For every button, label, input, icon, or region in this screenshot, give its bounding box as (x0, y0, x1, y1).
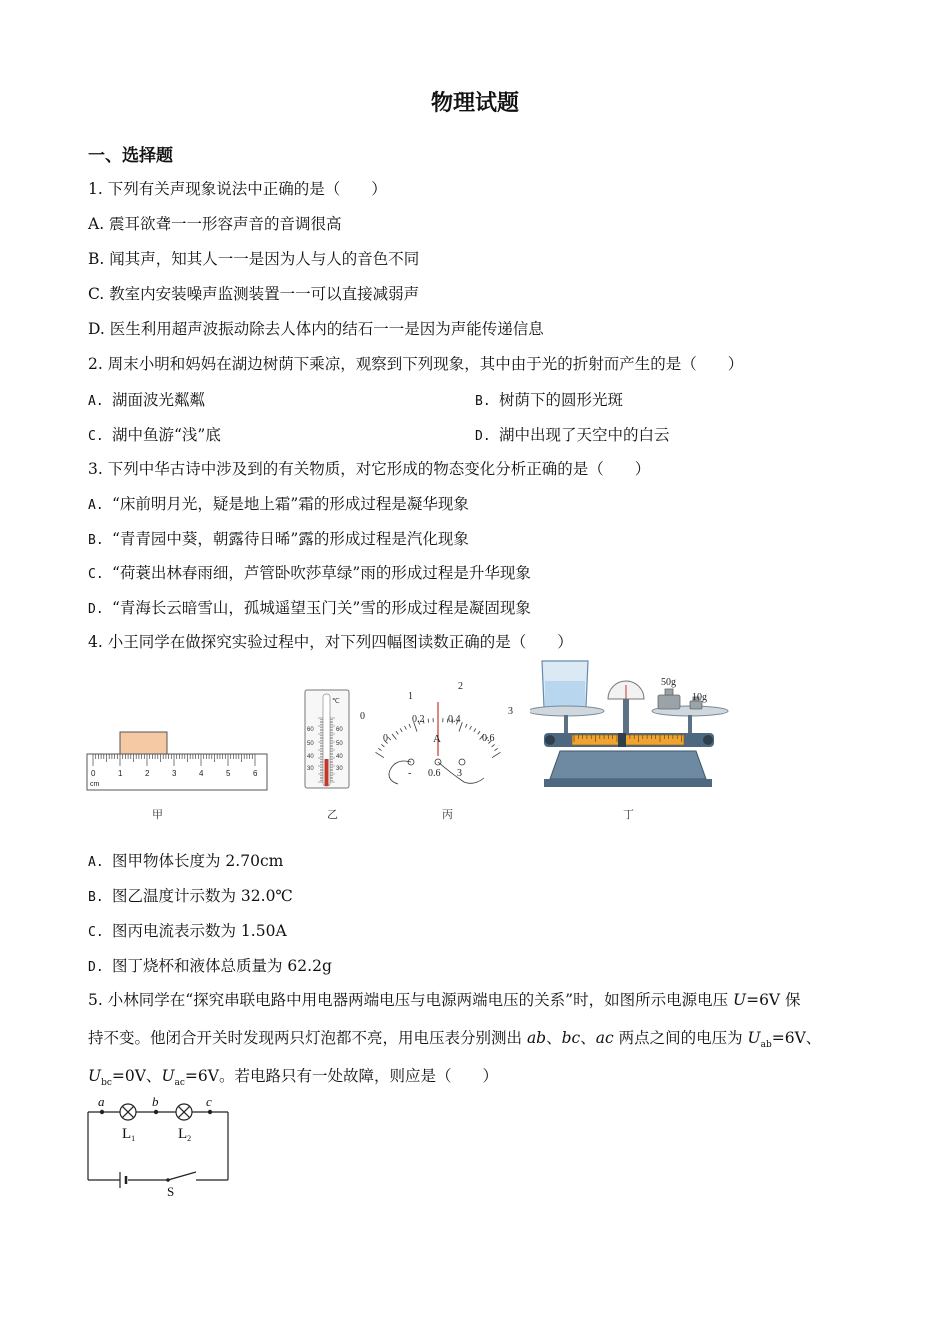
thermometer-label: 40 (307, 754, 314, 760)
q2-option-b: B. 树荫下的圆形光斑 (475, 391, 624, 409)
thermometer-liquid (325, 759, 329, 786)
ammeter-bottom-label: 0 (383, 733, 388, 744)
q3-option-d: D. “青海长云暗雪山，孤城遥望玉门关”雪的形成过程是凝固现象 (88, 599, 531, 617)
node-c (208, 1110, 212, 1114)
measured-block (120, 732, 167, 754)
q1-option-c: C. 教室内安装噪声监测装置一一可以直接减弱声 (88, 285, 420, 303)
node-label-c: c (206, 1094, 212, 1109)
ammeter-terminal (459, 759, 465, 765)
q5-line-2: 持不变。他闭合开关时发现两只灯泡都不亮，用电压表分别测出 ab、bc、ac 两点之间的电压为 $U_{ab}=6V$、 (88, 1029, 822, 1051)
ammeter-tick (392, 734, 396, 740)
q2-option-a: A. 湖面波光粼粼 (88, 391, 206, 409)
ammeter-tick (378, 748, 381, 750)
ammeter-terminal-label: 0.6 (428, 768, 441, 779)
circuit-diagram (80, 1092, 240, 1204)
ammeter-top-label: 3 (508, 706, 513, 717)
q2-option-c: C. 湖中鱼游“浅”底 (88, 426, 221, 444)
q4-option-b: B. 图乙温度计示数为 32.0℃ (88, 887, 293, 905)
switch-label: S (167, 1184, 175, 1199)
q4-option-a: A. 图甲物体长度为 2.70cm (88, 852, 284, 870)
ruler-label: 5 (226, 769, 231, 778)
ammeter-tick (492, 744, 495, 747)
ruler-label: 6 (253, 769, 258, 778)
right-post (688, 715, 692, 735)
ammeter-top-label: 1 (408, 691, 413, 702)
weight-label: 10g (692, 692, 707, 703)
node-label-b: b (152, 1094, 159, 1109)
ammeter-tick (381, 744, 384, 747)
ruler-label: 0 (91, 769, 96, 778)
weight-50g-knob (665, 689, 673, 695)
q4-stem: 4. 小王同学在做探究实验过程中，对下列四幅图读数正确的是（ ） (88, 633, 573, 651)
switch-lever (168, 1172, 196, 1180)
thermometer-label: 50 (336, 741, 343, 747)
q2-stem: 2. 周末小明和妈妈在湖边树荫下乘凉，观察到下列现象，其中由于光的折射而产生的是（ ） (88, 355, 744, 373)
thermometer-label: 30 (336, 766, 343, 772)
ammeter-tick (495, 748, 498, 750)
ruler-figure (86, 725, 270, 793)
ruler-label: 2 (145, 769, 150, 778)
ammeter-bottom-label: 0.4 (448, 714, 461, 725)
figure-caption: 丙 (442, 809, 453, 821)
q4-option-c: C. 图丙电流表示数为 1.50A (88, 922, 287, 940)
page-title: 物理试题 (430, 90, 519, 116)
section-heading: 一、选择题 (88, 146, 173, 166)
q3-option-b: B. “青青园中葵，朝露待日晞”露的形成过程是汽化现象 (88, 530, 469, 548)
switch-contact (166, 1178, 170, 1182)
ammeter-tick (428, 719, 429, 723)
ammeter-tick (492, 752, 501, 757)
ammeter-tick (409, 724, 411, 728)
rider (618, 733, 626, 747)
ammeter-tick (405, 726, 407, 730)
ruler-label: 3 (172, 769, 177, 778)
balance-base (550, 751, 706, 779)
lamp-label-l2: $L_2$ (178, 1126, 192, 1143)
q2-option-d: D. 湖中出现了天空中的白云 (475, 426, 670, 444)
q1-stem: 1. 下列有关声现象说法中正确的是（ ） (88, 180, 387, 198)
left-post (564, 715, 568, 735)
q4-option-d: D. 图丁烧杯和液体总质量为 62.2g (88, 957, 332, 975)
balance-figure (530, 655, 730, 795)
q5-line-1: 5. 小林同学在“探究串联电路中用电器两端电压与电源两端电压的关系”时，如图所示电源电压 U=6V 保 (88, 991, 801, 1009)
ammeter-tick (388, 737, 391, 740)
node-b (154, 1110, 158, 1114)
q1-option-b: B. 闻其声，知其人一一是因为人与人的音色不同 (88, 250, 420, 268)
ammeter-tick (465, 724, 467, 728)
lamp-label-l1: $L_1$ (122, 1126, 136, 1143)
q1-option-a: A. 震耳欲聋一一形容声音的音调很高 (88, 215, 342, 233)
ammeter-tick (400, 728, 402, 731)
thermometer-label: 50 (307, 741, 314, 747)
ammeter-bottom-label: 0.6 (482, 733, 495, 744)
node-label-a: a (98, 1094, 105, 1109)
ammeter-tick (376, 752, 385, 757)
ammeter-bottom-label: 0.2 (412, 714, 425, 725)
ammeter-terminal-label: 3 (457, 768, 462, 779)
node-a (100, 1110, 104, 1114)
figure-caption: 丁 (623, 809, 634, 821)
ammeter-tick (396, 731, 398, 734)
ammeter-tick (478, 731, 480, 734)
ruler-label: 4 (199, 769, 204, 778)
ammeter-top-label: 0 (360, 711, 365, 722)
q3-stem: 3. 下列中华古诗中涉及到的有关物质，对它形成的物态变化分析正确的是（ ） (88, 460, 651, 478)
figure-caption: 乙 (327, 809, 338, 821)
figure-caption: 甲 (152, 809, 163, 821)
q3-option-a: A. “床前明月光，疑是地上霜”霜的形成过程是凝华现象 (88, 495, 469, 513)
thermometer-label: 60 (336, 727, 343, 733)
balance-foot (544, 779, 712, 787)
thermometer-unit: ℃ (332, 698, 340, 705)
left-pan (530, 706, 604, 716)
q5-line-3: $U_{bc}=0V$、$U_{ac}=6V$。若电路只有一处故障，则应是（ ） (88, 1067, 498, 1089)
balance-scale-bar (572, 735, 684, 745)
ammeter-tick (470, 726, 472, 730)
weight-50g (658, 695, 680, 709)
ruler-label: 1 (118, 769, 123, 778)
thermometer-label: 30 (307, 766, 314, 772)
ammeter-terminal-label: - (408, 768, 412, 779)
center-post (623, 699, 629, 735)
q1-option-d: D. 医生利用超声波振动除去人体内的结石一一是因为声能传递信息 (88, 320, 544, 338)
ammeter-symbol: A (433, 733, 441, 745)
ammeter-tick (474, 728, 476, 731)
ammeter-top-label: 2 (458, 681, 463, 692)
adjust-knob-left (545, 735, 555, 745)
thermometer-label: 40 (336, 754, 343, 760)
adjust-knob-right (703, 735, 713, 745)
ruler-unit: cm (90, 781, 100, 788)
thermometer-figure (303, 688, 353, 792)
weight-label: 50g (661, 677, 676, 688)
q3-option-c: C. “荷蓑出林春雨细，芦管卧吹莎草绿”雨的形成过程是升华现象 (88, 564, 531, 582)
thermometer-label: 60 (307, 727, 314, 733)
ammeter-figure (356, 674, 516, 794)
beaker-liquid (545, 681, 585, 706)
ruler-body (87, 754, 267, 790)
